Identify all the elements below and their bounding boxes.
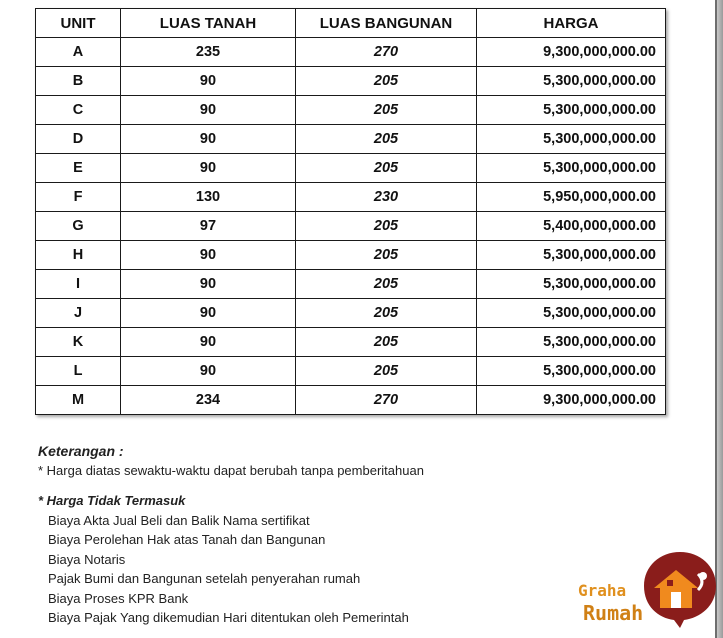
luas-tanah-cell: 90 [121, 96, 296, 125]
luas-tanah-cell: 235 [121, 38, 296, 67]
luas-bangunan-cell: 205 [296, 270, 477, 299]
notes-heading: Keterangan : [38, 443, 124, 459]
price-table [35, 8, 666, 415]
harga-cell: 5,300,000,000.00 [477, 241, 666, 270]
table-row [36, 241, 666, 270]
table-row [36, 67, 666, 96]
luas-bangunan-cell: 270 [296, 386, 477, 415]
unit-cell: K [36, 328, 121, 357]
header-harga: HARGA [477, 9, 666, 38]
table-row [36, 386, 666, 415]
logo-word-graha: Graha [578, 581, 627, 600]
harga-cell: 5,300,000,000.00 [477, 270, 666, 299]
excluded-list [38, 513, 424, 630]
table-row [36, 96, 666, 125]
unit-cell: D [36, 125, 121, 154]
unit-cell: B [36, 67, 121, 96]
unit-cell: C [36, 96, 121, 125]
harga-cell: 5,950,000,000.00 [477, 183, 666, 212]
luas-tanah-cell: 90 [121, 270, 296, 299]
harga-cell: 5,300,000,000.00 [477, 154, 666, 183]
luas-tanah-cell: 90 [121, 125, 296, 154]
harga-cell: 5,300,000,000.00 [477, 67, 666, 96]
excluded-item: Biaya Proses KPR Bank [48, 590, 189, 606]
harga-cell: 5,300,000,000.00 [477, 357, 666, 386]
harga-cell: 5,300,000,000.00 [477, 299, 666, 328]
unit-cell: G [36, 212, 121, 241]
table-row [36, 212, 666, 241]
window-edge [715, 0, 723, 638]
luas-tanah-cell: 90 [121, 154, 296, 183]
luas-tanah-cell: 130 [121, 183, 296, 212]
unit-cell: E [36, 154, 121, 183]
excluded-heading: * Harga Tidak Termasuk [38, 492, 186, 508]
harga-cell: 5,300,000,000.00 [477, 328, 666, 357]
table-row [36, 299, 666, 328]
harga-cell: 5,300,000,000.00 [477, 96, 666, 125]
table-row [36, 38, 666, 67]
harga-cell: 5,400,000,000.00 [477, 212, 666, 241]
unit-cell: F [36, 183, 121, 212]
luas-bangunan-cell: 205 [296, 357, 477, 386]
house-badge-icon [640, 548, 720, 630]
harga-cell: 5,300,000,000.00 [477, 125, 666, 154]
luas-tanah-cell: 234 [121, 386, 296, 415]
unit-cell: I [36, 270, 121, 299]
luas-bangunan-cell: 205 [296, 154, 477, 183]
table-row [36, 357, 666, 386]
luas-tanah-cell: 97 [121, 212, 296, 241]
unit-cell: H [36, 241, 121, 270]
unit-cell: L [36, 357, 121, 386]
luas-tanah-cell: 90 [121, 328, 296, 357]
luas-bangunan-cell: 205 [296, 241, 477, 270]
excluded-item: Biaya Notaris [48, 551, 126, 567]
logo-word-rumah: Rumah [583, 601, 644, 625]
unit-cell: A [36, 38, 121, 67]
table-row [36, 125, 666, 154]
header-luas-tanah: LUAS TANAH [121, 9, 296, 38]
table-body [36, 38, 666, 415]
table-row [36, 154, 666, 183]
notes-section [38, 443, 424, 630]
table-row [36, 270, 666, 299]
luas-tanah-cell: 90 [121, 357, 296, 386]
unit-cell: J [36, 299, 121, 328]
excluded-item: Pajak Bumi dan Bangunan setelah penyerahan rumah [48, 571, 361, 586]
table-row [36, 183, 666, 212]
luas-tanah-cell: 90 [121, 67, 296, 96]
luas-bangunan-cell: 205 [296, 328, 477, 357]
excluded-item: Biaya Perolehan Hak atas Tanah dan Bangunan [48, 532, 326, 547]
table-header-row [36, 9, 666, 38]
harga-cell: 9,300,000,000.00 [477, 38, 666, 67]
header-unit: UNIT [36, 9, 121, 38]
unit-cell: M [36, 386, 121, 415]
luas-bangunan-cell: 205 [296, 212, 477, 241]
table-row [36, 328, 666, 357]
luas-tanah-cell: 90 [121, 299, 296, 328]
excluded-item: Biaya Pajak Yang dikemudian Hari ditentukan oleh Pemerintah [48, 610, 409, 625]
luas-bangunan-cell: 230 [296, 183, 477, 212]
luas-bangunan-cell: 205 [296, 67, 477, 96]
luas-bangunan-cell: 270 [296, 38, 477, 67]
price-change-note: * Harga diatas sewaktu-waktu dapat berubah tanpa pemberitahuan [38, 463, 424, 478]
header-luas-bangunan: LUAS BANGUNAN [296, 9, 477, 38]
graha-rumah-logo [575, 548, 723, 638]
luas-bangunan-cell: 205 [296, 96, 477, 125]
excluded-item: Biaya Akta Jual Beli dan Balik Nama sertifikat [48, 512, 310, 528]
luas-bangunan-cell: 205 [296, 299, 477, 328]
luas-bangunan-cell: 205 [296, 125, 477, 154]
luas-tanah-cell: 90 [121, 241, 296, 270]
harga-cell: 9,300,000,000.00 [477, 386, 666, 415]
